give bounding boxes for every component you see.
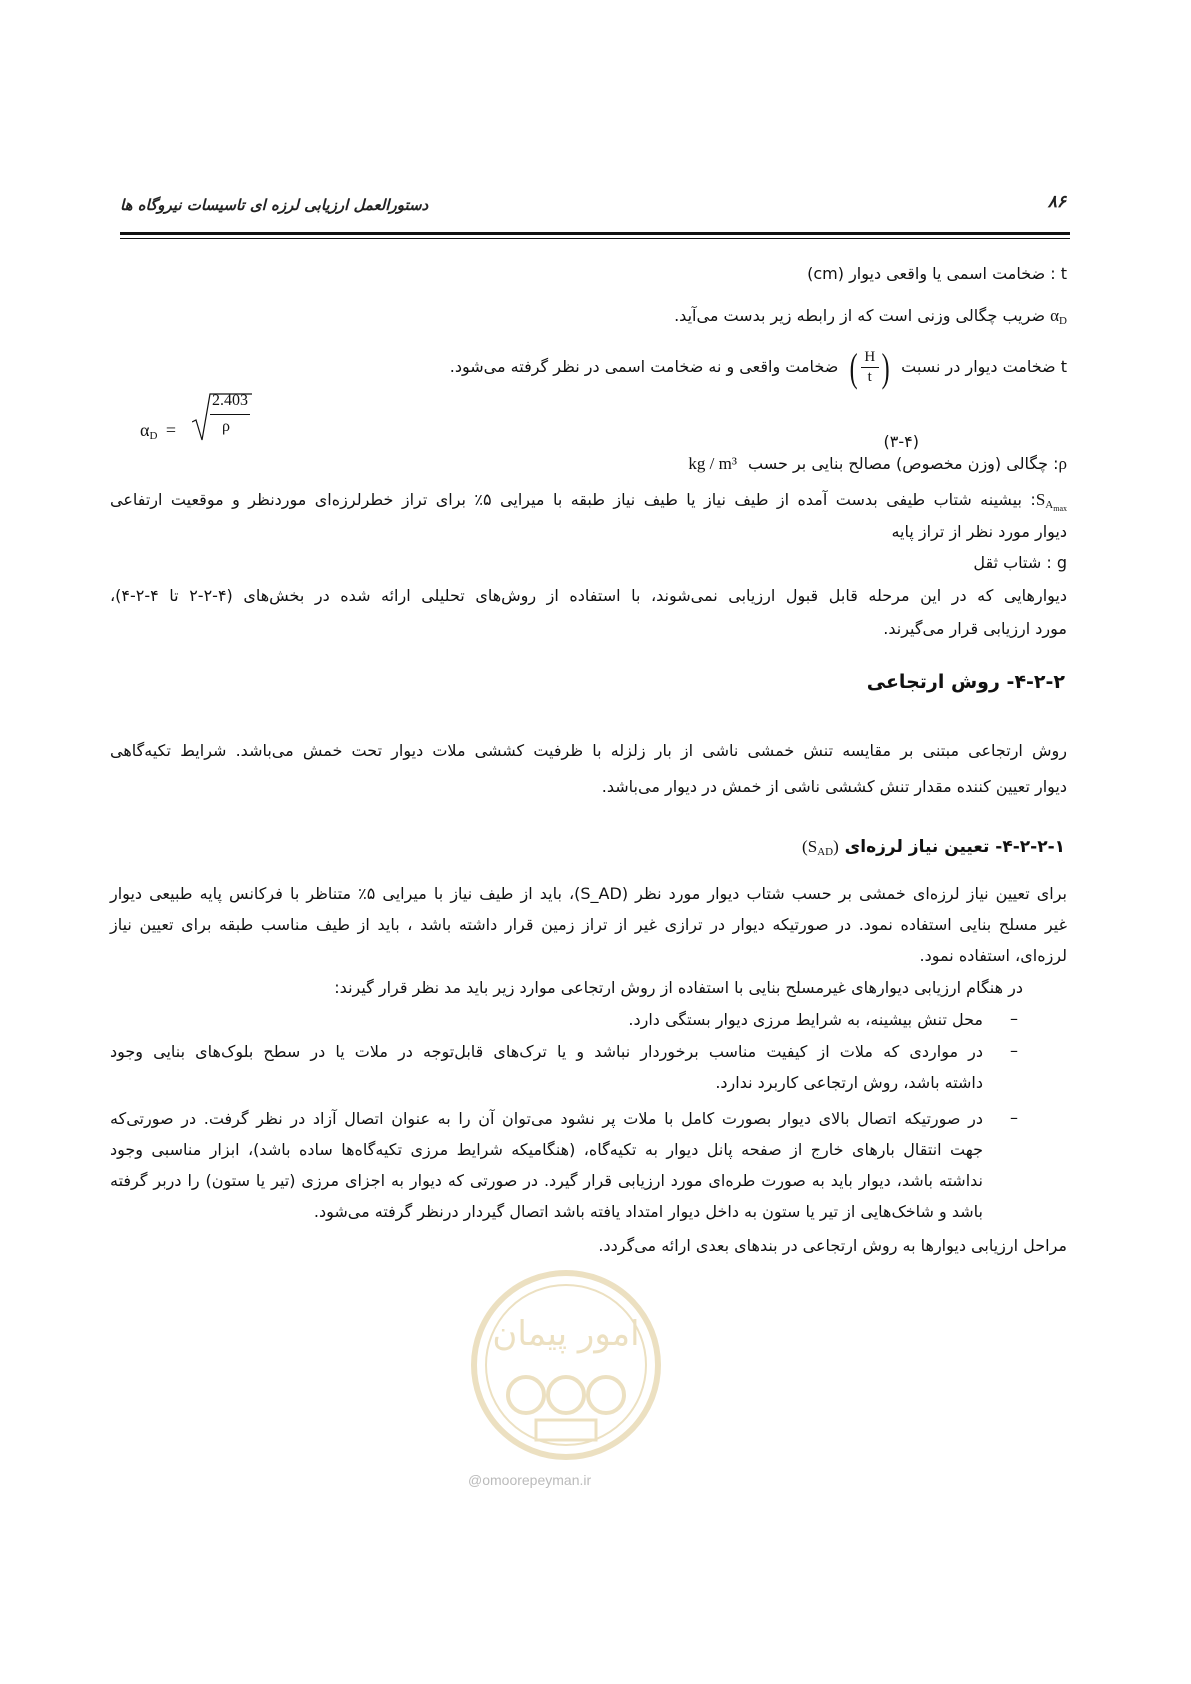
alpha-symbol: $\alpha_D$ — [1050, 306, 1067, 327]
closing-paragraph: مراحل ارزیابی دیوارها به روش ارتجاعی در بندهای بعدی ارائه می‌گردد. — [598, 1236, 1067, 1255]
paragraph-3-line-1: برای تعیین نیاز لرزه‌ای خمشی بر حسب شتاب دیوار مورد نظر (S_AD)، باید از طیف نیاز با میرایی ۵٪ متناظر با فرکانس پایه طبیعی دیوار — [110, 884, 1068, 903]
running-header-title: دستورالعمل ارزیابی لرزه ای تاسیسات نیروگاه ها — [120, 196, 429, 214]
paragraph-3-line-2: غیر مسلح بنایی استفاده نمود. در صورتیکه دیوار در ترازی غیر از تراز زمین قرار داشته باشد ، باید از طیف مناسب طبقه برای تعیین نیاز — [110, 915, 1067, 934]
definition-sa-max: $S_{Amax}$: بیشینه شتاب طیفی بدست آمده از طیف نیاز یا طیف نیاز طبقه با میرایی ۵٪ برای تراز خطرلرزه‌ای موردنظر و موقعیت ارتفاعی — [110, 490, 1068, 513]
bullet-3-line-3: نداشته باشد، دیوار باید به صورت طره‌ای مورد ارزیابی قرار گیرد. در صورتی که دیوار به اجزای مرزی (تیر یا ستون) را دربر گرفته — [110, 1171, 983, 1190]
bullet-2-line-2: داشته باشد، روش ارتجاعی کاربرد ندارد. — [715, 1073, 983, 1092]
subsection-heading: ۴-۲-۲-۱- تعیین نیاز لرزه‌ای $(S_{AD})$ — [802, 837, 1065, 858]
bullet-3-line-2: جهت انتقال بارهای خارج از صفحه پانل دیوار به تکیه‌گاه، (هنگامیکه شرایط مرزی تکیه‌گاه‌ها ساده باشد)، ابزار مناسبی وجود — [110, 1140, 983, 1159]
definition-g: g : شتاب ثقل — [973, 553, 1067, 572]
svg-text:امور پیمان: امور پیمان — [492, 1314, 640, 1354]
paragraph-2-line-1: روش ارتجاعی مبتنی بر مقایسه تنش خمشی ناشی از بار زلزله با ظرفیت کششی ملات دیوار تحت خمش می‌باشد. شرایط تکیه‌گاهی — [110, 741, 1067, 760]
definition-alpha — [674, 305, 1067, 332]
watermark-url: @omoorepeyman.ir — [468, 1472, 592, 1488]
bullet-dash: – — [1010, 1009, 1018, 1028]
definition-rho: ρ: چگالی (وزن مخصوص) مصالح بنایی بر حسب kg / m³ — [688, 454, 1067, 473]
bullet-1-line-1: محل تنش بیشینه، به شرایط مرزی دیوار بستگی دارد. — [628, 1010, 983, 1029]
paragraph-3-line-3: لرزه‌ای، استفاده نمود. — [919, 946, 1067, 965]
page-number: ۸۶ — [1047, 192, 1066, 212]
definition-t: t : ضخامت اسمی یا واقعی دیوار (cm) — [807, 264, 1067, 283]
bullet-2-line-1: در مواردی که ملات از کیفیت مناسب برخوردار نباشد و یا ترک‌های قابل‌توجه در ملات یا در سطح بلوک‌های بنایی وجود — [110, 1042, 983, 1061]
header-rule-thick — [120, 232, 1070, 235]
bullet-3-line-1: در صورتیکه اتصال بالای دیوار بصورت کامل با ملات پر نشود می‌توان آن را به عنوان اتصال آزاد در نظر گرفت. در صورتی‌که — [110, 1109, 983, 1128]
bullet-dash: – — [1010, 1108, 1018, 1127]
header-rule-thin — [120, 238, 1070, 239]
paragraph-2-line-2: دیوار تعیین کننده مقدار تنش کششی ناشی از خمش در دیوار می‌باشد. — [601, 777, 1067, 796]
seal-logo-icon — [466, 1265, 666, 1465]
bullet-dash: – — [1010, 1041, 1018, 1060]
paragraph-1-line-2: مورد ارزیابی قرار می‌گیرند. — [883, 619, 1067, 638]
list-intro: در هنگام ارزیابی دیوارهای غیرمسلح بنایی با استفاده از روش ارتجاعی موارد زیر باید مد نظر قرار گیرند: — [334, 978, 1023, 997]
section-heading: ۴-۲-۲- روش ارتجاعی — [866, 671, 1065, 693]
definition-t-ratio: t ضخامت دیوار در نسبت ( H t ) ضخامت واقعی و نه ضخامت اسمی در نظر گرفته می‌شود. — [449, 344, 1067, 390]
sa-max-symbol: $S_{Amax}$ — [1035, 490, 1068, 513]
paragraph-1-line-1: دیوارهایی که در این مرحله قابل قبول ارزیابی نمی‌شوند، با استفاده از روش‌های تحلیلی ارائه شده در بخش‌های (۴-۲-۲ تا ۴-۲-۴)، — [110, 586, 1068, 605]
alpha-text: ضریب چگالی وزنی است که از رابطه زیر بدست می‌آید. — [674, 306, 1046, 325]
equation-number: (۳-۴) — [883, 432, 919, 451]
bullet-3-line-4: باشد و شاخک‌هایی از تیر یا ستون به داخل دیوار امتداد یافته باشد اتصال گیردار درنظر گرفته می‌شود. — [313, 1202, 983, 1221]
definition-sa-max-cont: دیوار مورد نظر از تراز پایه — [891, 522, 1067, 541]
h-over-t-fraction: ( H t ) — [850, 344, 890, 390]
